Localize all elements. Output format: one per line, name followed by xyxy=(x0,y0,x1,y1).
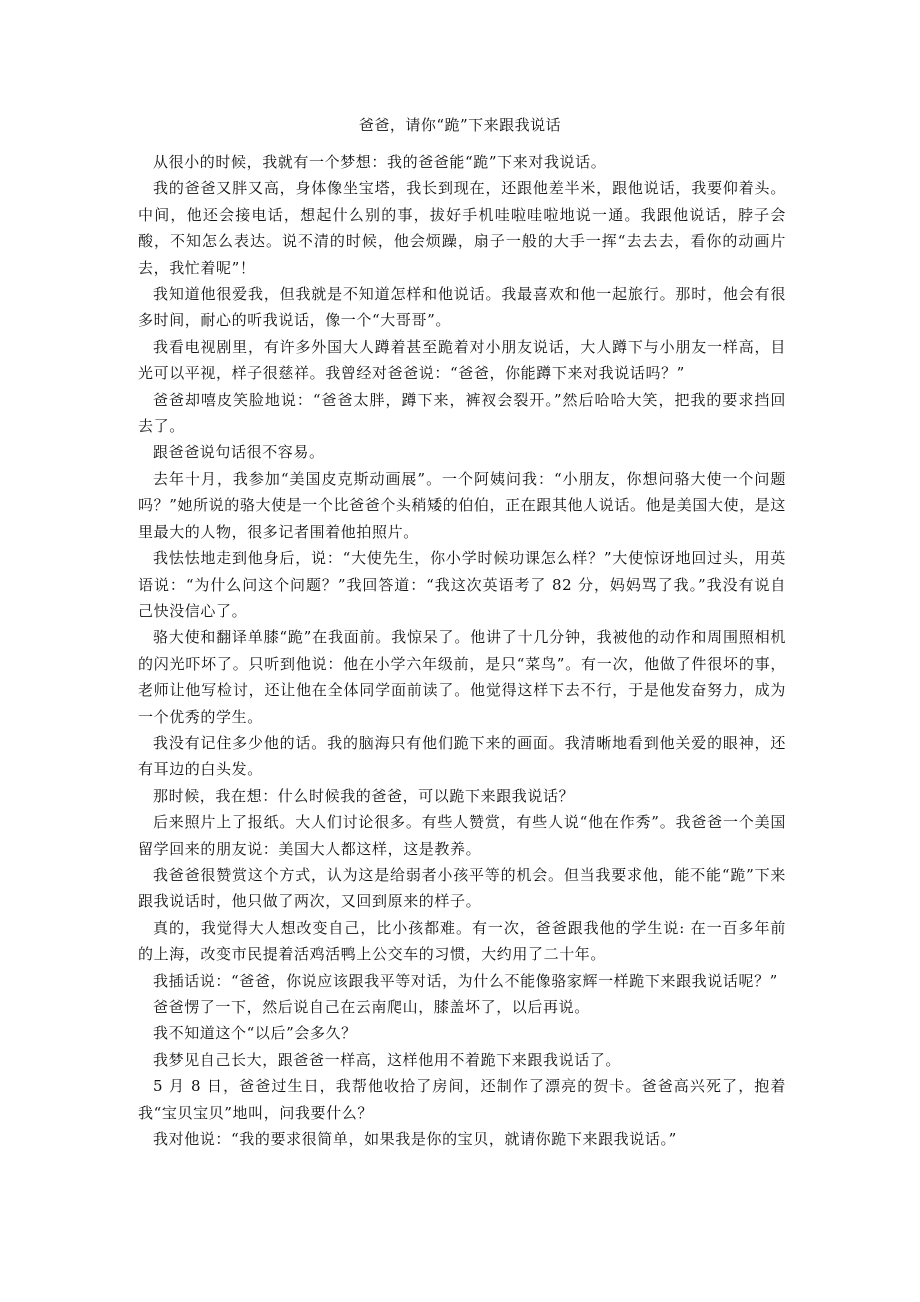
paragraph: 后来照片上了报纸。大人们讨论很多。有些人赞赏，有些人说“他在作秀”。我爸爸一个美国留学回来的朋友说：美国大人都这样，这是教养。 xyxy=(138,813,786,858)
paragraph: 我的爸爸又胖又高，身体像坐宝塔，我长到现在，还跟他差半米，跟他说话，我要仰着头。中间，他还会接电话，想起什么别的事，拔好手机哇啦哇啦地说一通。我跟他说话，脖子会酸，不知怎么表达。说不清的时候，他会烦躁，扇子一般的大手一挥“去去去，看你的动画片去，我忙着呢”！ xyxy=(138,179,786,277)
paragraph: 去年十月，我参加“美国皮克斯动画展”。一个阿姨问我：“小朋友，你想问骆大使一个问题吗？”她所说的骆大使是一个比爸爸个头稍矮的伯伯，正在跟其他人说话。他是美国大使，是这里最大的人物，很多记者围着他拍照片。 xyxy=(138,469,786,541)
document-body xyxy=(138,149,786,1152)
paragraph: 我梦见自己长大，跟爸爸一样高，这样他用不着跪下来跟我说话了。 xyxy=(153,1050,622,1069)
document-title: 爸爸，请你“跪”下来跟我说话 xyxy=(358,116,562,134)
paragraph: 爸爸却嘻皮笑脸地说：“爸爸太胖，蹲下来，裤衩会裂开。”然后哈哈大笑，把我的要求挡回去了。 xyxy=(138,390,786,436)
paragraph: 我不知道这个“以后”会多久？ xyxy=(153,1024,357,1043)
paragraph: 我插话说：“爸爸，你说应该跟我平等对话，为什么不能像骆家辉一样跪下来跟我说话呢？” xyxy=(153,971,778,990)
paragraph: 骆大使和翻译单膝“跪”在我面前。我惊呆了。他讲了十几分钟，我被他的动作和周围照相机的闪光吓坏了。只听到他说：他在小学六年级前，是只“菜鸟”。有一次，他做了件很坏的事，老师让他写检讨，还让他在全体同学面前读了。他觉得这样下去不行，于是他发奋努力，成为一个优秀的学生。 xyxy=(138,628,786,726)
paragraph: 5 月 8 日，爸爸过生日，我帮他收拾了房间，还制作了漂亮的贺卡。爸爸高兴死了，抱着我“宝贝宝贝”地叫，问我要什么？ xyxy=(138,1077,786,1122)
paragraph: 我对他说：“我的要求很简单，如果我是你的宝贝，就请你跪下来跟我说话。” xyxy=(153,1130,677,1149)
paragraph: 那时候，我在想：什么时候我的爸爸，可以跪下来跟我说话？ xyxy=(153,786,575,805)
paragraph: 我看电视剧里，有许多外国大人蹲着甚至跪着对小朋友说话，大人蹲下与小朋友一样高，目光可以平视，样子很慈祥。我曾经对爸爸说：“爸爸，你能蹲下来对我说话吗？” xyxy=(138,337,786,383)
paragraph: 爸爸愣了一下，然后说自己在云南爬山，膝盖坏了，以后再说。 xyxy=(153,998,590,1016)
paragraph: 从很小的时候，我就有一个梦想：我的爸爸能“跪”下来对我说话。 xyxy=(153,153,607,171)
paragraph: 我怯怯地走到他身后，说：“大使先生，你小学时候功课怎么样？”大使惊讶地回过头，用英语说：“为什么问这个问题？”我回答道：“我这次英语考了 82 分，妈妈骂了我。”我没有说自己快没信心了。 xyxy=(138,549,786,620)
paragraph: 我没有记住多少他的话。我的脑海只有他们跪下来的画面。我清晰地看到他关爱的眼神，还有耳边的白头发。 xyxy=(138,733,786,779)
paragraph: 我知道他很爱我，但我就是不知道怎样和他说话。我最喜欢和他一起旅行。那时，他会有很多时间，耐心的听我说话，像一个“大哥哥”。 xyxy=(138,285,786,330)
paragraph: 跟爸爸说句话很不容易。 xyxy=(153,443,325,462)
paragraph: 真的，我觉得大人想改变自己，比小孩都难。有一次，爸爸跟我他的学生说: 在一百多年前的上海，改变市民提着活鸡活鸭上公交车的习惯，大约用了二十年。 xyxy=(138,918,786,964)
paragraph: 我爸爸很赞赏这个方式，认为这是给弱者小孩平等的机会。但当我要求他，能不能“跪”下来跟我说话时，他只做了两次，又回到原来的样子。 xyxy=(138,865,786,911)
